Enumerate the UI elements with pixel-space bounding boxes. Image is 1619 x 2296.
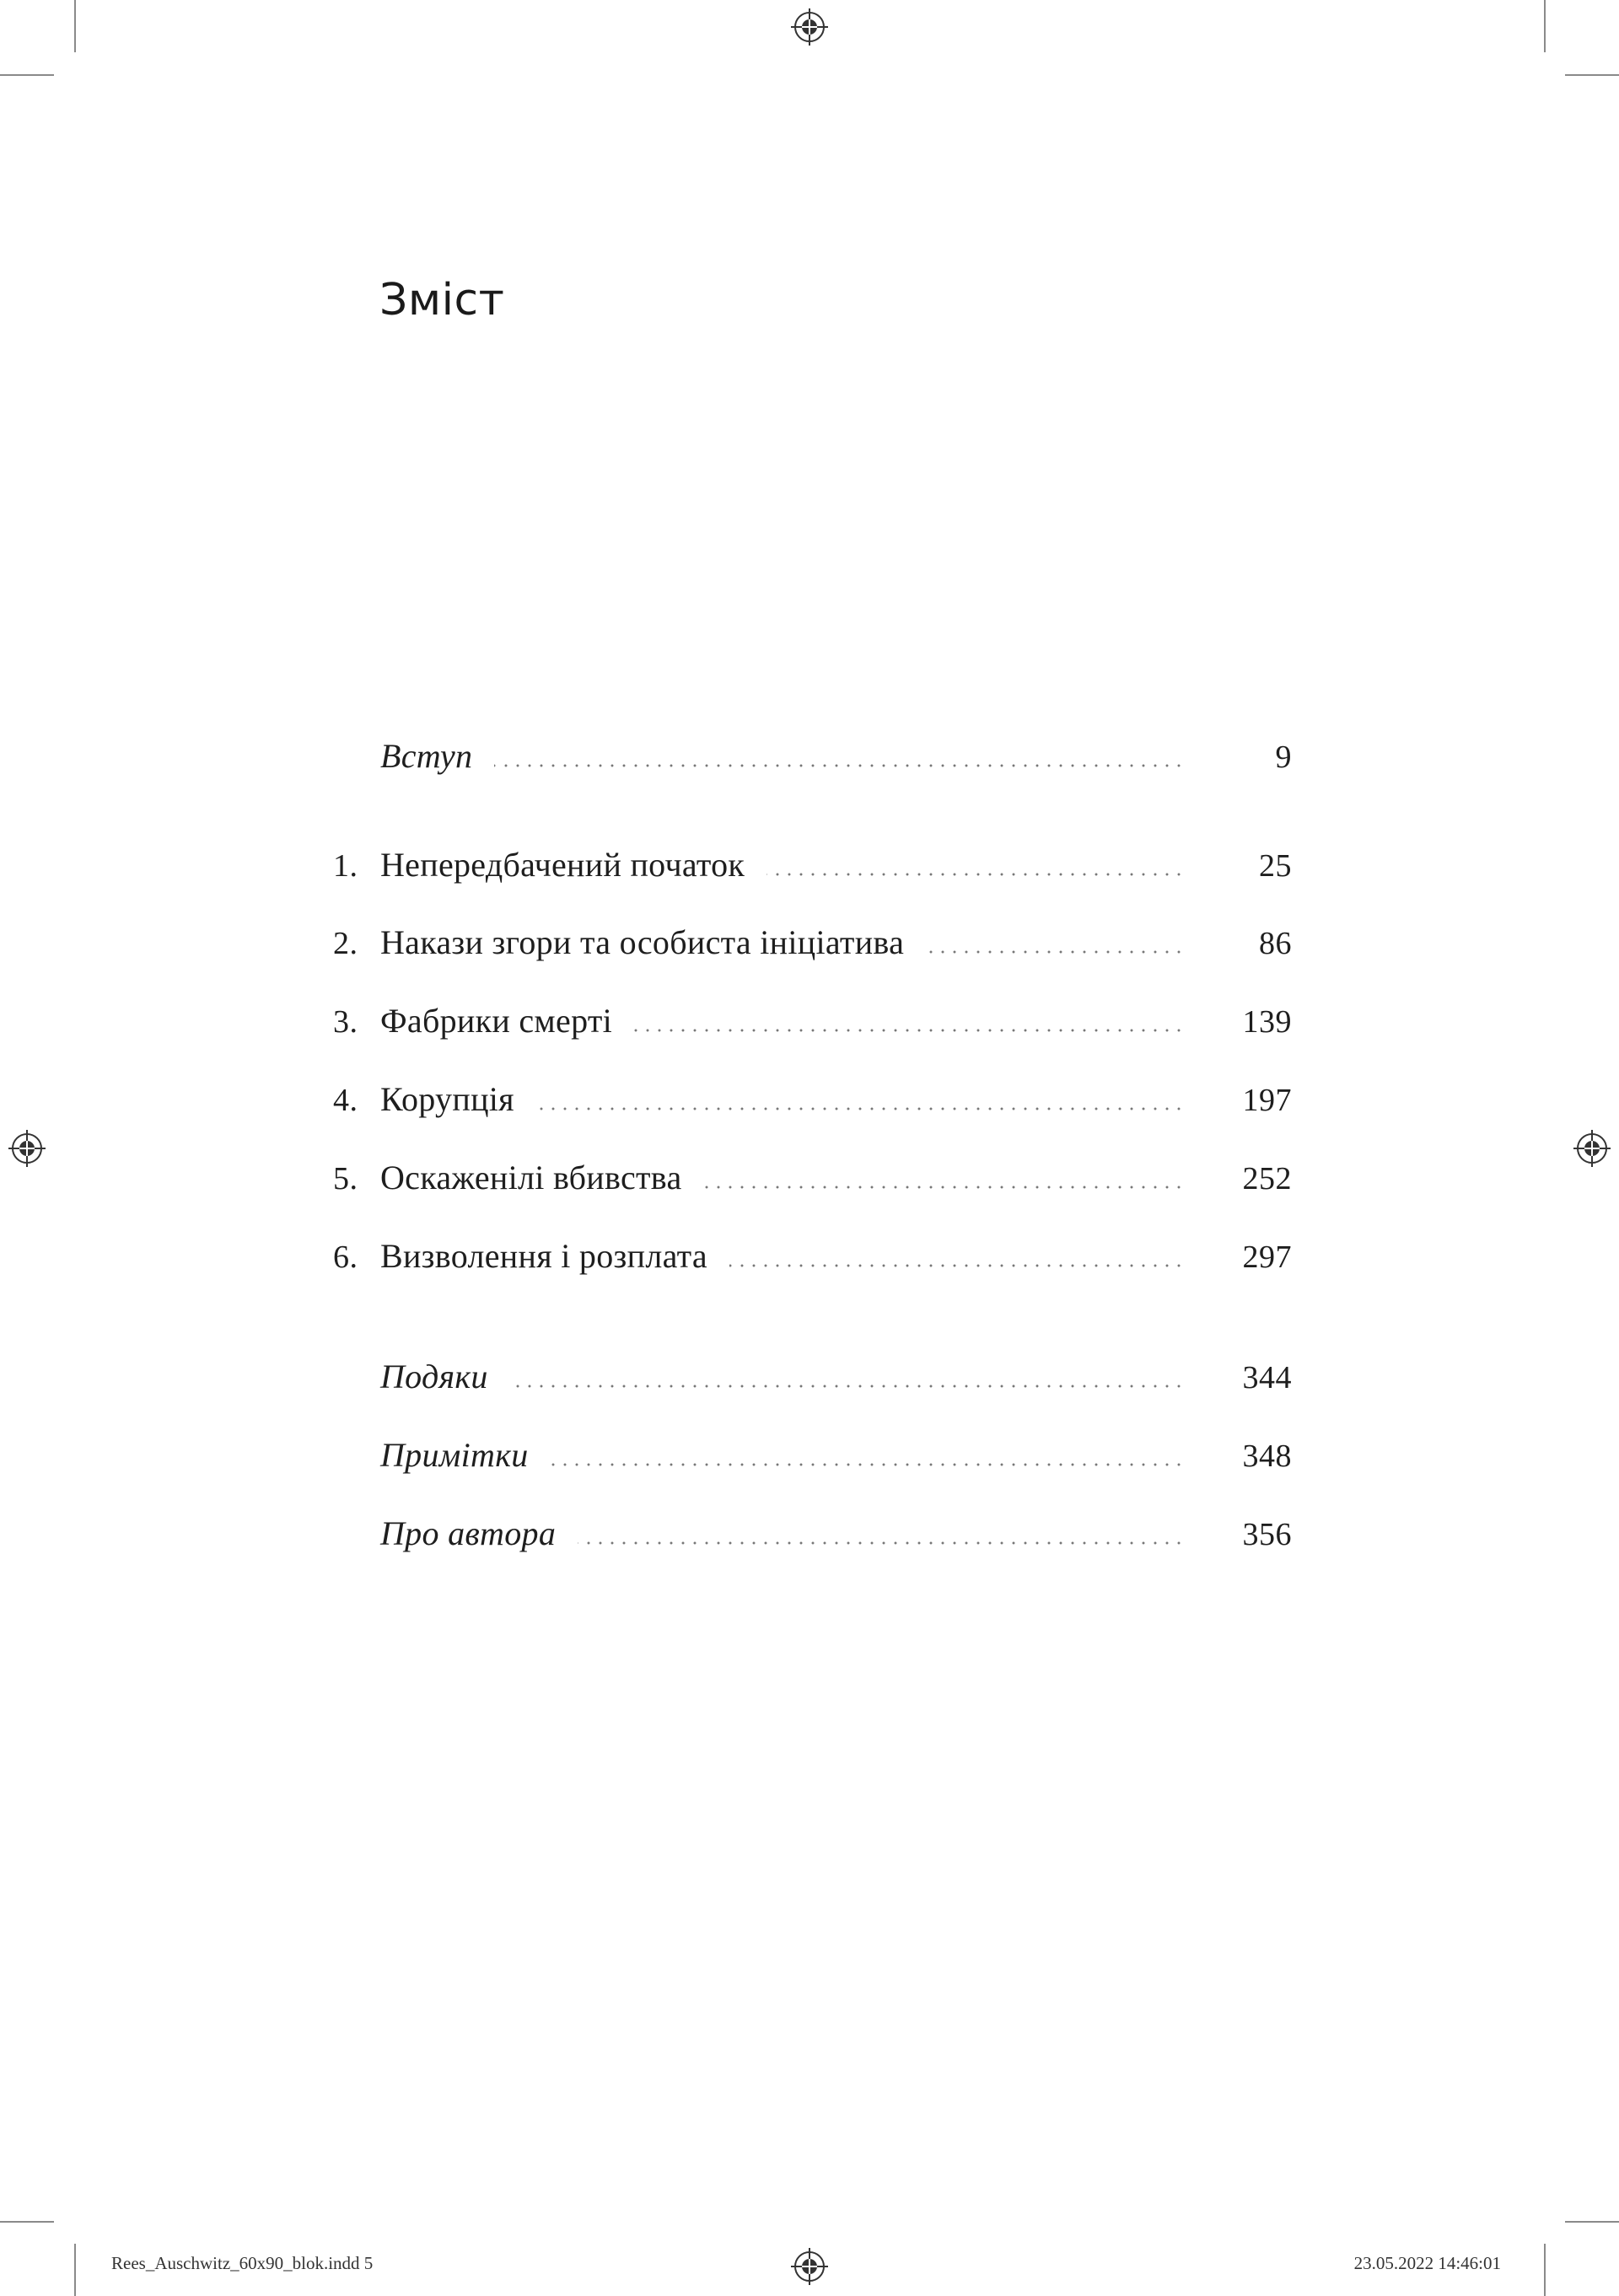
toc-entry-label: Корупція bbox=[380, 1080, 514, 1118]
toc-entry-number: 6. bbox=[333, 1239, 358, 1275]
toc-entry[interactable] bbox=[0, 732, 1619, 782]
toc-dot-leader bbox=[510, 1385, 1185, 1388]
toc-entry-label: Непередбачений початок bbox=[380, 846, 745, 884]
crop-mark-bottom-left bbox=[74, 2244, 76, 2296]
toc-entry-label: Накази згори та особиста ініціатива bbox=[380, 923, 905, 961]
toc-entry[interactable] bbox=[0, 918, 1619, 969]
toc-entry-label: Визволення і розплата bbox=[380, 1237, 707, 1275]
crop-mark-bottom-right-h bbox=[1565, 2221, 1619, 2223]
toc-entry[interactable] bbox=[0, 841, 1619, 891]
toc-entry-page: 86 bbox=[1259, 926, 1292, 961]
toc-entry-page: 25 bbox=[1259, 848, 1292, 884]
toc-entry-page: 344 bbox=[1242, 1360, 1292, 1395]
registration-mark-top-icon bbox=[791, 8, 828, 46]
toc-entry-page: 9 bbox=[1275, 739, 1292, 775]
toc-dot-leader bbox=[634, 1029, 1185, 1032]
toc-entry[interactable] bbox=[0, 1232, 1619, 1282]
crop-mark-top-left-h bbox=[0, 74, 54, 76]
toc-entry-label: Про автора bbox=[380, 1514, 557, 1552]
toc-entry-page: 356 bbox=[1242, 1517, 1292, 1552]
toc-dot-leader bbox=[536, 1107, 1185, 1110]
toc-dot-leader bbox=[729, 1264, 1185, 1267]
toc-entry-label: Подяки bbox=[380, 1358, 488, 1395]
toc-entry-number: 2. bbox=[333, 926, 358, 961]
toc-entry[interactable] bbox=[0, 1075, 1619, 1126]
registration-mark-bottom-icon bbox=[791, 2248, 828, 2285]
toc-entry-page: 197 bbox=[1242, 1083, 1292, 1118]
crop-mark-top-left bbox=[74, 0, 76, 52]
crop-mark-bottom-right bbox=[1544, 2244, 1546, 2296]
toc-dot-leader bbox=[551, 1463, 1185, 1466]
toc-dot-leader bbox=[578, 1541, 1185, 1545]
toc-entry[interactable] bbox=[0, 1509, 1619, 1560]
crop-mark-top-right bbox=[1544, 0, 1546, 52]
toc-entry-number: 5. bbox=[333, 1161, 358, 1196]
toc-entry-label: Фабрики смерті bbox=[380, 1002, 613, 1040]
crop-mark-bottom-left-h bbox=[0, 2221, 54, 2223]
crop-mark-top-right-h bbox=[1565, 74, 1619, 76]
toc-entry-page: 252 bbox=[1242, 1161, 1292, 1196]
toc-entry-page: 139 bbox=[1242, 1004, 1292, 1040]
page-title: Зміст bbox=[379, 275, 505, 325]
toc-entry-label: Примітки bbox=[380, 1436, 529, 1474]
toc-entry[interactable] bbox=[0, 1153, 1619, 1204]
toc-dot-leader bbox=[704, 1186, 1185, 1189]
toc-entry[interactable] bbox=[0, 1352, 1619, 1403]
slug-filename: Rees_Auschwitz_60x90_blok.indd 5 bbox=[111, 2253, 374, 2273]
toc-dot-leader bbox=[494, 764, 1185, 767]
toc-entry[interactable] bbox=[0, 1431, 1619, 1481]
toc-dot-leader bbox=[766, 873, 1185, 876]
toc-entry-label: Оскаженілі вбивства bbox=[380, 1159, 682, 1196]
toc-entry-label: Вступ bbox=[380, 737, 473, 775]
slug-timestamp: 23.05.2022 14:46:01 bbox=[1353, 2253, 1501, 2273]
toc-entry-number: 1. bbox=[333, 848, 358, 884]
toc-entry-page: 297 bbox=[1242, 1239, 1292, 1275]
toc-entry-page: 348 bbox=[1242, 1438, 1292, 1474]
toc-entry-number: 3. bbox=[333, 1004, 358, 1040]
toc-entry-number: 4. bbox=[333, 1083, 358, 1118]
toc-entry[interactable] bbox=[0, 997, 1619, 1047]
toc-dot-leader bbox=[926, 950, 1185, 954]
